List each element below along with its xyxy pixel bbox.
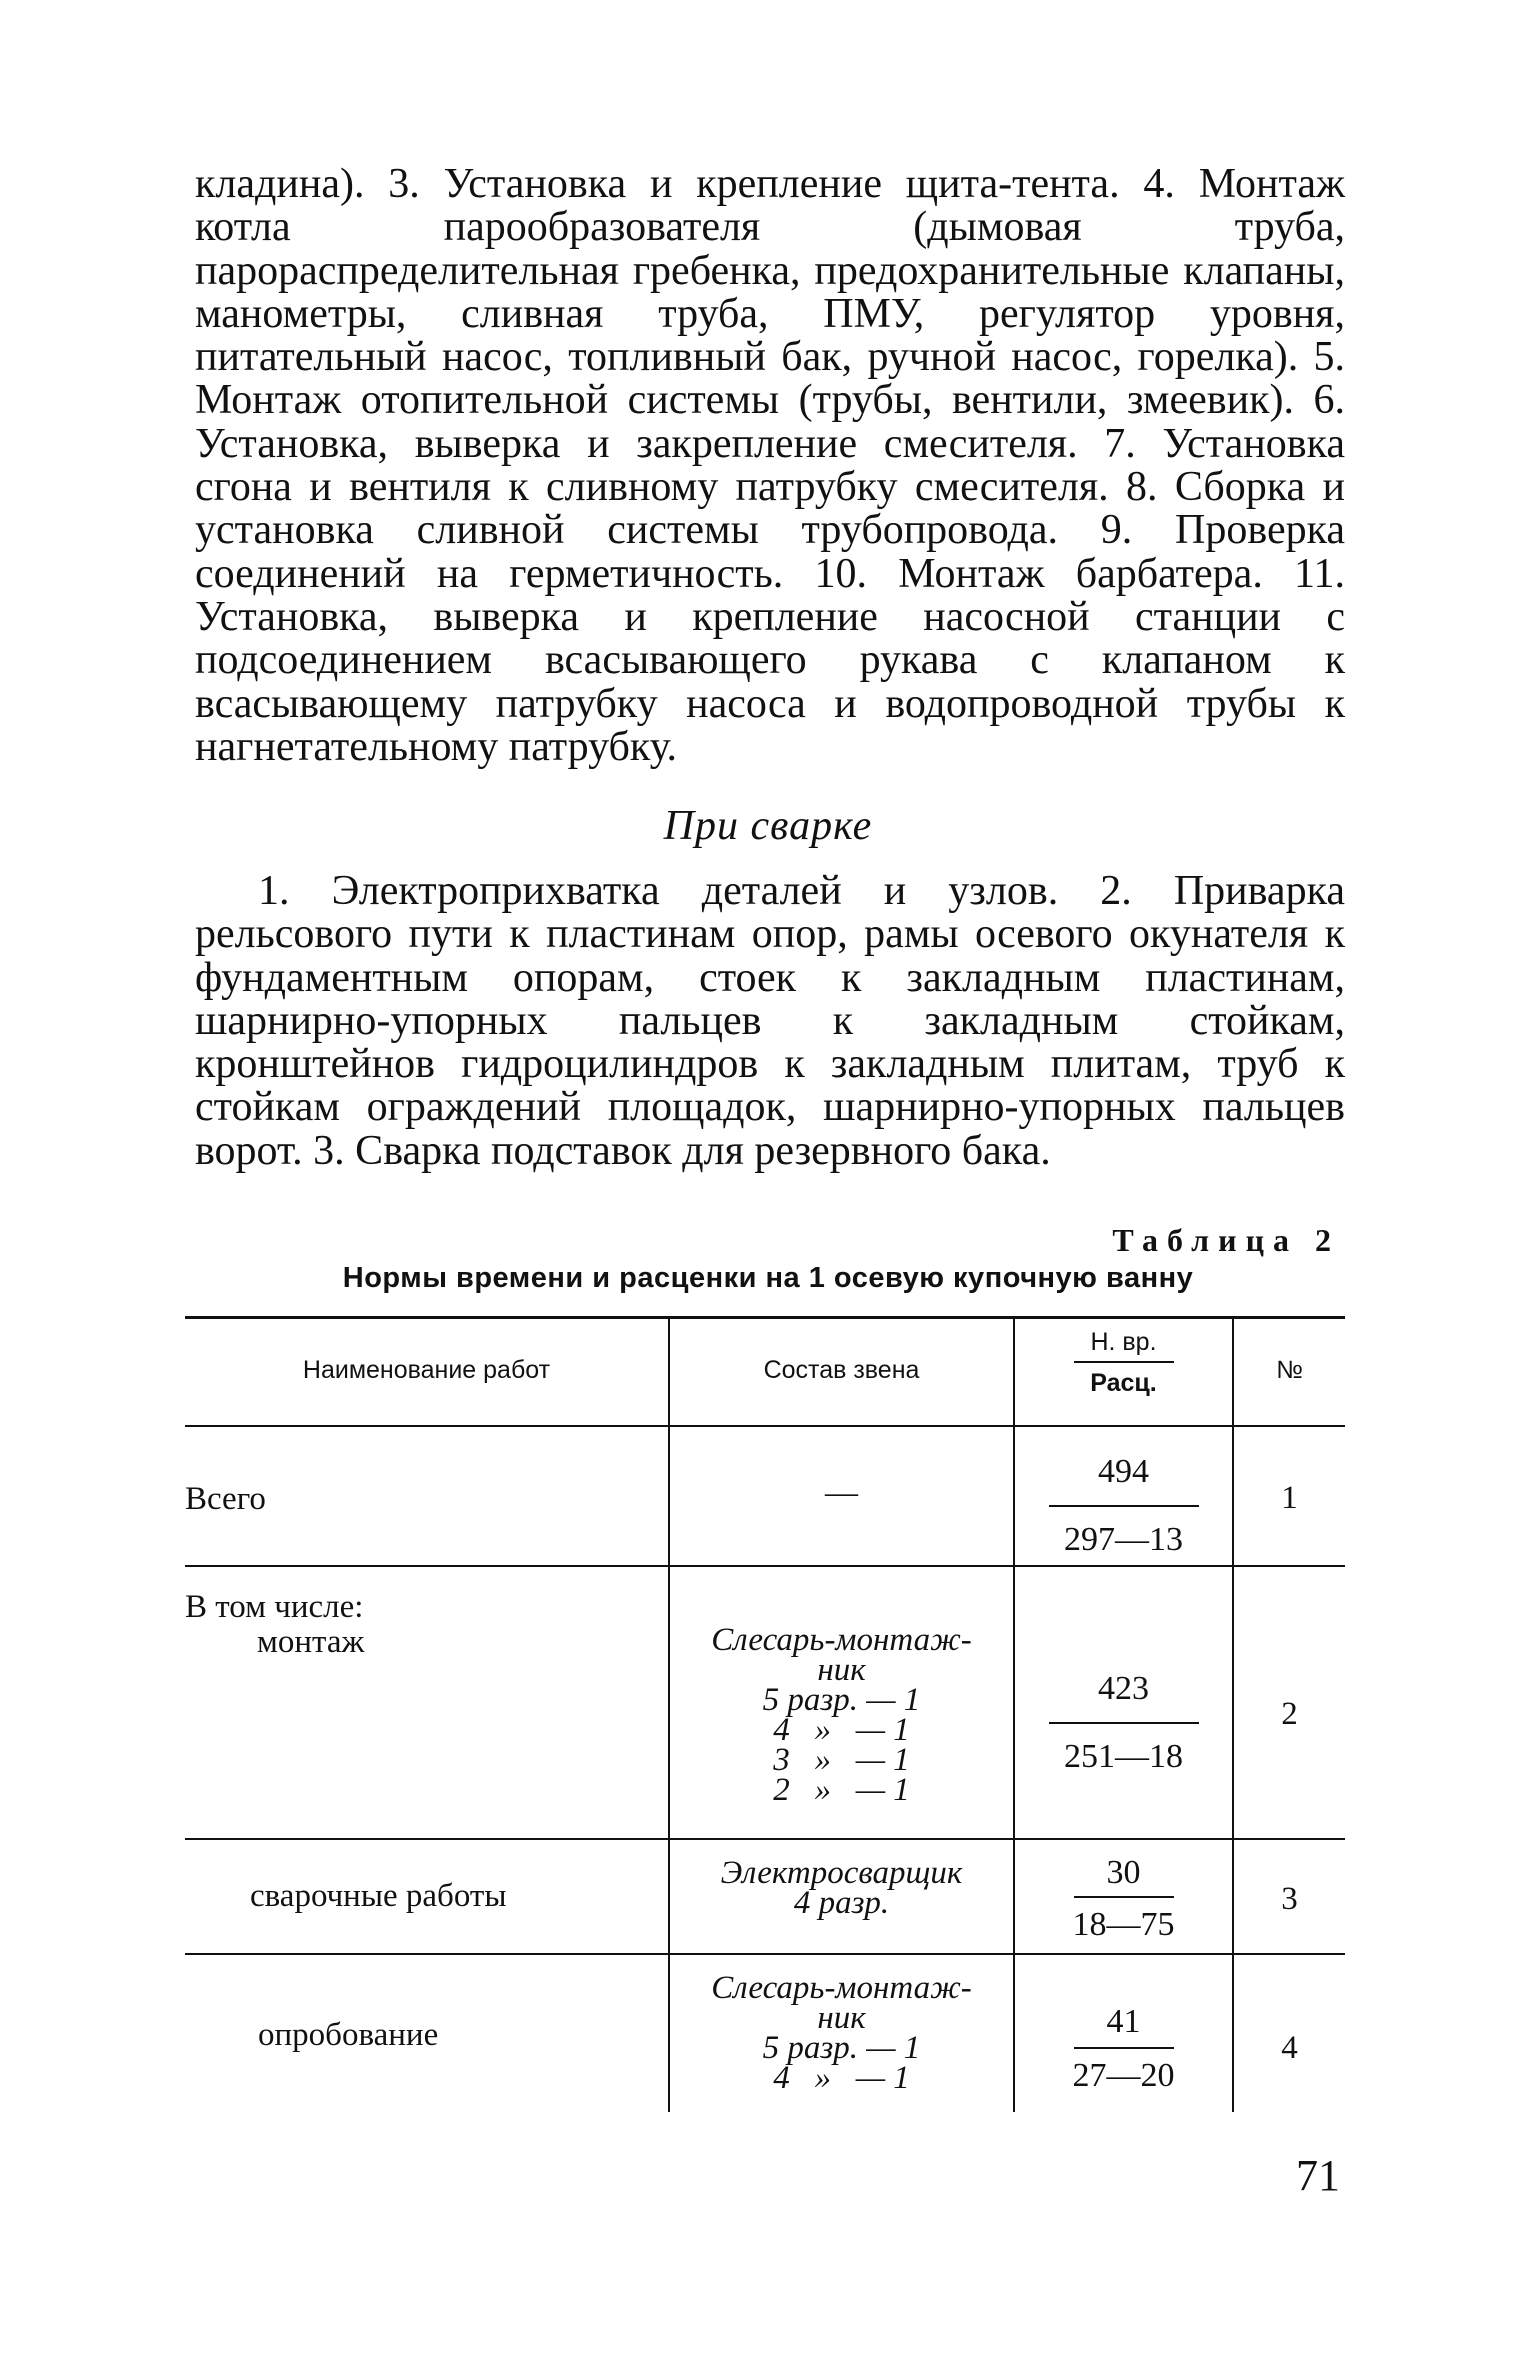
paragraph-installation-text: кладина). 3. Установка и крепление щита-тента. 4. Монтаж котла парообразователя (дымовая труба, парораспределительная гребенка, предохранительные клапаны, манометры, сливная труба, ПМУ, регулятор уровня, питательный насос, топливный бак, ручной насос, горелка). 5. Монтаж отопительной системы (трубы, вентили, змеевик). 6. Установка, выверка и закрепление смесителя. 7. Установка сгона и вентиля к сливному патрубку смесителя. 8. Сборка и установка сливной системы трубопровода. 9. Проверка соединений на герметичность. 10. Монтаж барбатера. 11. Установка, выверка и крепление насосной станции с подсоединением всасывающего рукава с клапаном к всасывающему патрубку насоса и водопроводной трубы к нагнетательному патрубку. <box>195 161 1345 770</box>
row-3-name <box>250 1879 507 1914</box>
row-4-name <box>258 2018 438 2053</box>
row-1-rate: 297—13 <box>1064 1521 1183 1558</box>
header-rate: Расц. <box>1090 1369 1157 1397</box>
paragraph-welding <box>195 870 1345 1173</box>
row-3-norm: 30 <box>1106 1854 1141 1891</box>
row-3-crew-line: Электросварщик <box>720 1855 963 1891</box>
row-2-crew-line: 4 » — 1 <box>773 1712 910 1748</box>
paragraph-installation <box>195 163 1345 769</box>
row-4-crew <box>670 1970 1013 2096</box>
row-1-name-text: Всего <box>185 1481 266 1517</box>
header-fraction-bar <box>1074 1361 1174 1363</box>
row-2-crew-line: 5 разр. — 1 <box>762 1682 921 1718</box>
row-4-number: 4 <box>1281 2030 1298 2066</box>
row-4-rate: 27—20 <box>1072 2057 1175 2094</box>
row-2-name <box>185 1590 364 1660</box>
table-label: Таблица 2 <box>1112 1222 1340 1258</box>
row-4-name-text: опробование <box>258 2017 439 2053</box>
row-2-rate: 251—18 <box>1064 1738 1183 1775</box>
table-header-rule <box>185 1425 1345 1427</box>
row-1-fraction-bar <box>1049 1505 1199 1507</box>
table-top-rule <box>185 1316 1345 1319</box>
row-4-crew-line: Слесарь-монтаж- <box>711 1970 972 2006</box>
row-4-crew-line: 5 разр. — 1 <box>762 2030 921 2066</box>
header-norm-rate <box>1015 1328 1232 1398</box>
row-2-crew-line: 3 » — 1 <box>773 1742 910 1778</box>
section-heading-welding: При сварке <box>663 803 873 849</box>
row-4-fraction-bar <box>1074 2047 1174 2049</box>
row-2-norm-rate <box>1015 1670 1232 1776</box>
row-3-name-text: сварочные работы <box>250 1878 507 1914</box>
row-3-rate: 18—75 <box>1072 1906 1175 1943</box>
row-3-crew <box>670 1855 1013 1921</box>
row-4-crew-line: 4 » — 1 <box>773 2060 910 2096</box>
table-row-rule <box>185 1838 1345 1840</box>
table-row-rule <box>185 1953 1345 1955</box>
header-norm: Н. вр. <box>1090 1328 1157 1356</box>
paragraph-welding-text: 1. Электроприхватка деталей и узлов. 2. Приварка рельсового пути к пластинам опор, рамы осевого окунателя к фундаментным опорам, стоек к закладным пластинам, шарнирно-упорных пальцев к закладным стойкам, кронштейнов гидроцилиндров к закладным плитам, труб к стойкам ограждений площадок, шарнирно-упорных пальцев ворот. 3. Сварка подставок для резервного бака. <box>195 868 1345 1174</box>
table-title: Нормы времени и расценки на 1 осевую купочную ванну <box>342 1262 1194 1294</box>
header-name: Наименование работ <box>302 1356 551 1384</box>
row-1-number: 1 <box>1281 1480 1298 1516</box>
row-2-norm: 423 <box>1098 1670 1149 1707</box>
row-3-fraction-bar <box>1074 1896 1174 1898</box>
row-2-number: 2 <box>1281 1696 1298 1732</box>
row-1-name <box>185 1482 266 1517</box>
row-4-crew-line: ник <box>817 2000 866 2036</box>
row-2-name-line: монтаж <box>257 1624 365 1660</box>
row-2-name-line: В том числе: <box>185 1589 364 1625</box>
header-crew: Состав звена <box>763 1356 920 1384</box>
page-number: 71 <box>1296 2151 1340 2200</box>
row-2-fraction-bar <box>1049 1722 1199 1724</box>
row-4-norm: 41 <box>1106 2003 1141 2040</box>
row-2-crew-line: Слесарь-монтаж- <box>711 1622 972 1658</box>
row-3-crew-line: 4 разр. <box>793 1885 890 1921</box>
row-4-norm-rate <box>1015 2003 1232 2095</box>
row-2-crew-line: 2 » — 1 <box>773 1772 910 1808</box>
row-1-crew <box>670 1475 1013 1511</box>
table-row-rule <box>185 1565 1345 1567</box>
row-3-norm-rate <box>1015 1854 1232 1944</box>
row-3-number: 3 <box>1281 1881 1298 1917</box>
row-1-crew-text: — <box>825 1475 858 1511</box>
row-1-norm: 494 <box>1098 1453 1149 1490</box>
header-number: № <box>1276 1356 1303 1384</box>
row-2-crew-line: ник <box>817 1652 866 1688</box>
row-1-norm-rate <box>1015 1453 1232 1559</box>
row-2-crew <box>670 1622 1013 1808</box>
